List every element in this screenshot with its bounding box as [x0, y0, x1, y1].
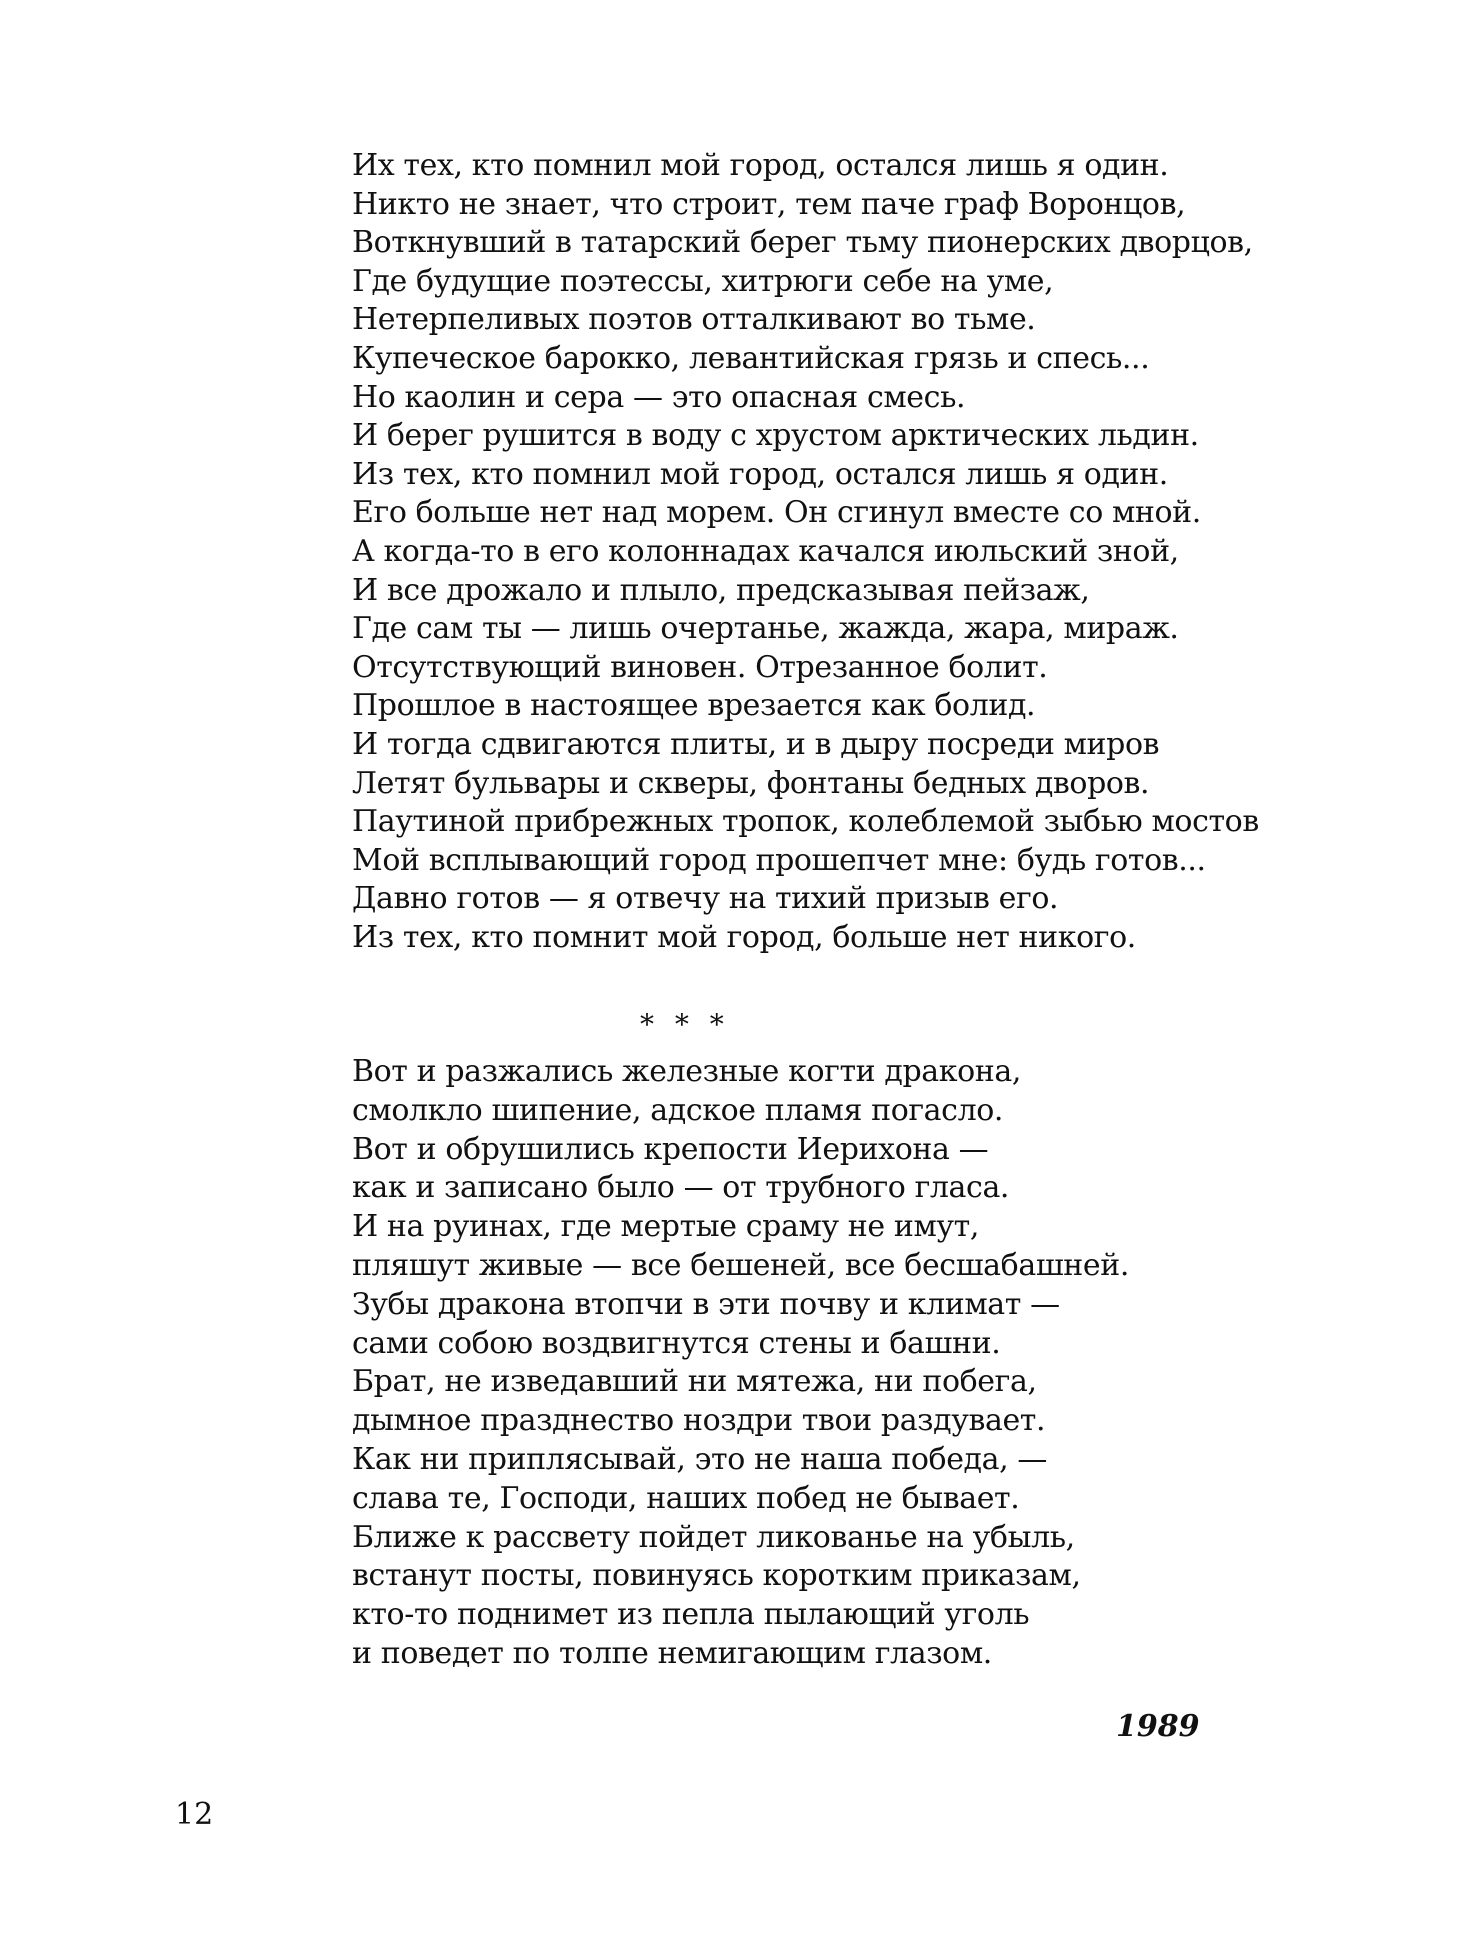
poem-line: Мой всплывающий город прошепчет мне: будь готов...	[352, 842, 1206, 878]
poem-line: И все дрожало и плыло, предсказывая пейзаж,	[352, 572, 1090, 608]
poem-line: Давно готов — я отвечу на тихий призыв его.	[352, 881, 1059, 917]
poem-line: Прошлое в настоящее врезается как болид.	[352, 688, 1036, 724]
poem-line: слава те, Господи, наших побед не бывает.	[352, 1480, 1020, 1516]
poem-line: кто-то поднимет из пепла пылающий уголь	[352, 1597, 1030, 1633]
poem-line: Где будущие поэтессы, хитрюги себе на уме,	[352, 263, 1054, 299]
poem-line: и поведет по толпе немигающим глазом.	[352, 1635, 992, 1671]
poem-line: смолкло шипение, адское пламя погасло.	[352, 1092, 1004, 1128]
poem-line: И тогда сдвигаются плиты, и в дыру посреди миров	[352, 726, 1160, 762]
poem-line: Но каолин и сера — это опасная смесь.	[352, 379, 966, 415]
poem-line: Ближе к рассвету пойдет ликованье на убыль,	[352, 1519, 1075, 1555]
poem-line: Где сам ты — лишь очертанье, жажда, жара, мираж.	[352, 611, 1179, 647]
poem-line: пляшут живые — все бешеней, все бесшабашней.	[352, 1247, 1129, 1283]
poem-line: Его больше нет над морем. Он сгинул вместе со мной.	[352, 495, 1201, 531]
poem-line: Никто не знает, что строит, тем паче граф Воронцов,	[352, 186, 1186, 222]
poem-line: А когда-то в его колоннадах качался июльский зной,	[352, 533, 1179, 569]
poem-line: Паутиной прибрежных тропок, колеблемой зыбью мостов	[352, 804, 1259, 840]
poem-line: Как ни приплясывай, это не наша победа, —	[352, 1441, 1047, 1477]
poem-line: Из тех, кто помнит мой город, больше нет никого.	[352, 919, 1136, 955]
poem-line: Вот и разжались железные когти дракона,	[352, 1054, 1021, 1089]
poem-date: 1989	[1116, 1709, 1200, 1744]
poem-line: дымное празднество ноздри твои раздувает.	[352, 1403, 1046, 1439]
poem-line: Нетерпеливых поэтов отталкивают во тьме.	[352, 302, 1036, 338]
poem-line: Купеческое барокко, левантийская грязь и спесь...	[352, 340, 1150, 376]
poem-line: Брат, не изведавший ни мятежа, ни побега,	[352, 1364, 1037, 1400]
section-separator: * * *	[640, 1008, 730, 1041]
poem-line: И на руинах, где мертые сраму не имут,	[352, 1209, 979, 1245]
poem-line: Вот и обрушились крепости Иерихона —	[352, 1131, 989, 1167]
poem-line: Летят бульвары и скверы, фонтаны бедных дворов.	[352, 765, 1150, 801]
poem-line: И берег рушится в воду с хрустом арктических льдин.	[352, 418, 1199, 454]
poem-line: как и записано было — от трубного гласа.	[352, 1170, 1010, 1206]
poem-line: сами собою воздвигнутся стены и башни.	[352, 1325, 1001, 1361]
poem-line: Из тех, кто помнил мой город, остался лишь я один.	[352, 456, 1168, 492]
poem-line: Воткнувший в татарский берег тьму пионерских дворцов,	[352, 225, 1253, 261]
poem-city	[352, 147, 1352, 957]
poem-line: Отсутствующий виновен. Отрезанное болит.	[352, 649, 1048, 685]
page-number: 12	[175, 1797, 214, 1832]
poem-line: Зубы дракона втопчи в эти почву и климат —	[352, 1286, 1060, 1322]
poem-dragon	[352, 1053, 1352, 1674]
poem-line: Их тех, кто помнил мой город, остался лишь я один.	[352, 148, 1169, 183]
poem-line: встанут посты, повинуясь коротким приказам,	[352, 1558, 1081, 1594]
